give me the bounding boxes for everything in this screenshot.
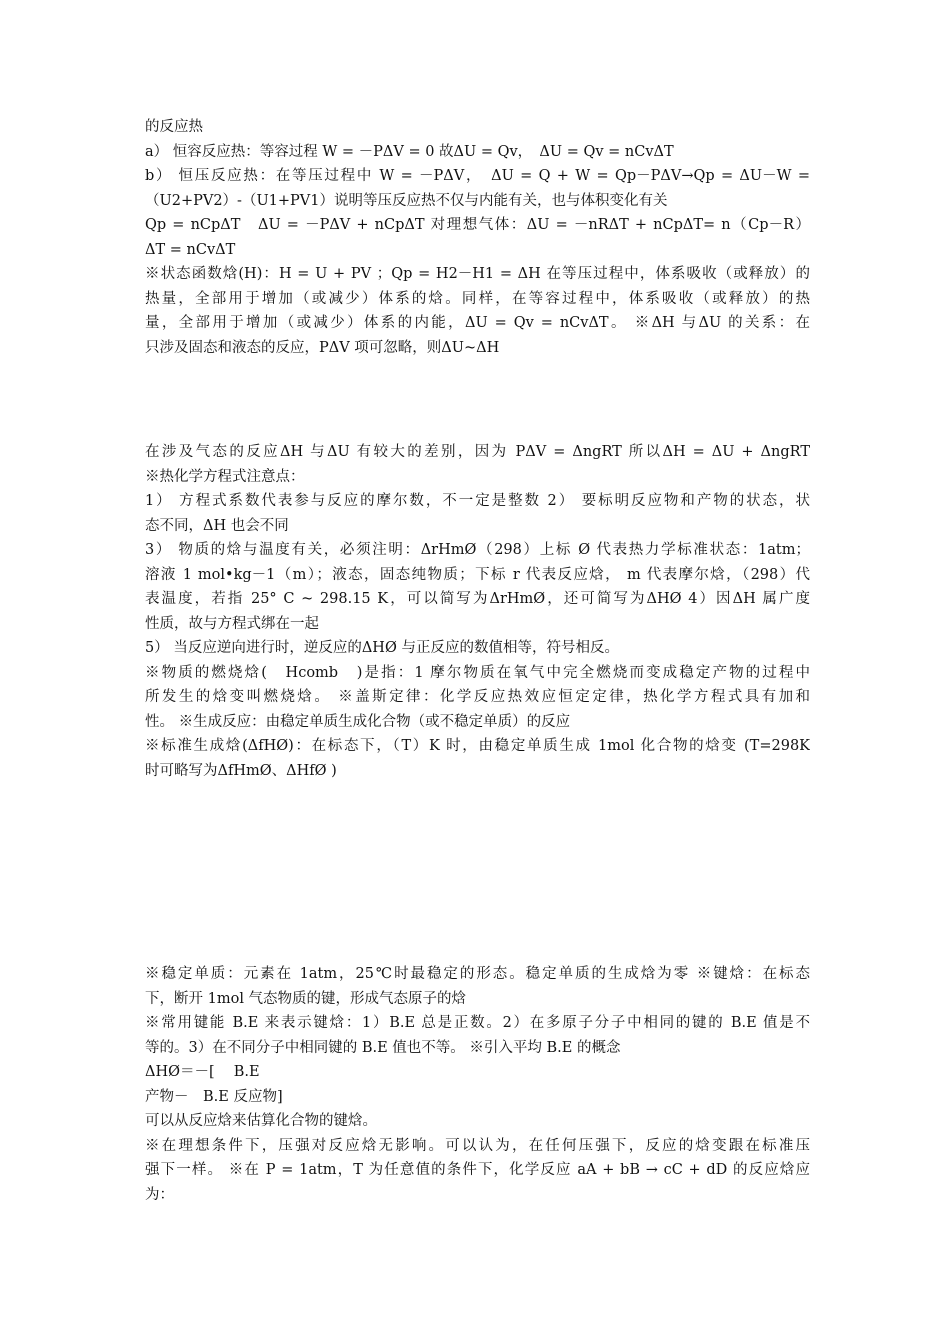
text-line: 量，全部用于增加（或减少）体系的内能，ΔU = Qv = nCvΔT。 ※ΔH 与ΔU 的关系：在 <box>145 315 810 331</box>
text-line: 溶液 1 mol•kg－1（m）；液态，固态纯物质；下标 r 代表反应焓， m 代表摩尔焓，（298）代 <box>145 566 810 583</box>
text-line: b） 恒压反应热：在等压过程中 W = －PΔV， ΔU = Q + W = Qp－PΔV→Qp = ΔU－W = <box>145 168 810 184</box>
text-line: a） 恒容反应热：等容过程 W = －PΔV = 0 故ΔU = Qv， ΔU = Qv = nCvΔT <box>145 143 674 160</box>
text-line: ΔHØ＝－[ B.E <box>145 1064 260 1080</box>
text-line: 性。 ※生成反应：由稳定单质生成化合物（或不稳定单质）的反应 <box>145 713 571 730</box>
text-line: ※热化学方程式注意点： <box>145 468 305 485</box>
text-line: 3） 物质的焓与温度有关，必须注明：ΔrHmØ（298）上标 Ø 代表热力学标准状态：1atm； <box>145 542 810 558</box>
text-line: 态不同，ΔH 也会不同 <box>145 517 289 534</box>
text-line: 可以从反应焓来估算化合物的键焓。 <box>145 1113 377 1129</box>
section-thermochemical-equations <box>145 440 810 783</box>
text-line: 只涉及固态和液态的反应，PΔV 项可忽略，则ΔU~ΔH <box>145 339 500 356</box>
text-line: 性质，故与方程式绑在一起 <box>145 615 319 632</box>
text-line: 产物－ B.E 反应物] <box>145 1088 283 1105</box>
text-line: 1） 方程式系数代表参与反应的摩尔数，不一定是整数 2） 要标明反应物和产物的状态，状 <box>145 493 810 509</box>
text-line: ※稳定单质：元素在 1atm，25℃时最稳定的形态。稳定单质的生成焓为零 ※键焓：在标态 <box>145 966 810 982</box>
text-line: 强下一样。 ※在 P = 1atm，T 为任意值的条件下，化学反应 aA + bB → cC + dD 的反应焓应 <box>145 1162 810 1178</box>
text-line: ※标准生成焓(ΔfHØ)：在标态下，（T）K 时，由稳定单质生成 1mol 化合物的焓变 (T=298K <box>145 738 810 754</box>
text-line: 表温度，若指 25° C ~ 298.15 K，可以简写为ΔrHmØ，还可简写为ΔHØ 4）因ΔH 属广度 <box>145 591 810 607</box>
section-bond-enthalpy <box>145 962 810 1207</box>
text-line: ※在理想条件下，压强对反应焓无影响。可以认为，在任何压强下，反应的焓变跟在标准压 <box>145 1137 810 1154</box>
text-line: 所发生的焓变叫燃烧焓。 ※盖斯定律：化学反应热效应恒定定律，热化学方程式具有加和 <box>145 689 810 705</box>
text-line: 5） 当反应逆向进行时，逆反应的ΔHØ 与正反应的数值相等，符号相反。 <box>145 640 619 656</box>
text-line: ※常用键能 B.E 来表示键焓：1）B.E 总是正数。2）在多原子分子中相同的键的 B.E 值是不 <box>145 1015 810 1031</box>
text-line: 时可略写为ΔfHmØ、ΔHfØ ) <box>145 762 337 779</box>
text-line: 等的。3）在不同分子中相同键的 B.E 值也不等。 ※引入平均 B.E 的概念 <box>145 1039 621 1056</box>
text-line: ΔT = nCvΔT <box>145 241 236 258</box>
text-line: Qp = nCpΔT ΔU = －PΔV + nCpΔT 对理想气体：ΔU = －nRΔT + nCpΔT= n（Cp－R） <box>145 217 810 233</box>
text-line: 热量，全部用于增加（或减少）体系的焓。同样，在等容过程中，体系吸收（或释放）的热 <box>145 290 810 307</box>
text-line: 在涉及气态的反应ΔH 与ΔU 有较大的差别，因为 PΔV = ΔngRT 所以ΔH = ΔU + ΔngRT <box>145 444 810 460</box>
text-line: （U2+PV2）-（U1+PV1）说明等压反应热不仅与内能有关，也与体积变化有关 <box>145 192 668 209</box>
section-reaction-heat <box>145 115 810 360</box>
text-line: ※物质的燃烧焓( Hcomb )是指：1 摩尔物质在氧气中完全燃烧而变成稳定产物的过程中 <box>145 664 810 681</box>
text-line: 的反应热 <box>145 119 203 135</box>
text-line: 下，断开 1mol 气态物质的键，形成气态原子的焓 <box>145 990 467 1007</box>
text-line: ※状态函数焓(H)：H = U + PV ；Qp = H2－H1 = ΔH 在等压过程中，体系吸收（或释放）的 <box>145 266 810 282</box>
text-line: 为： <box>145 1186 174 1203</box>
